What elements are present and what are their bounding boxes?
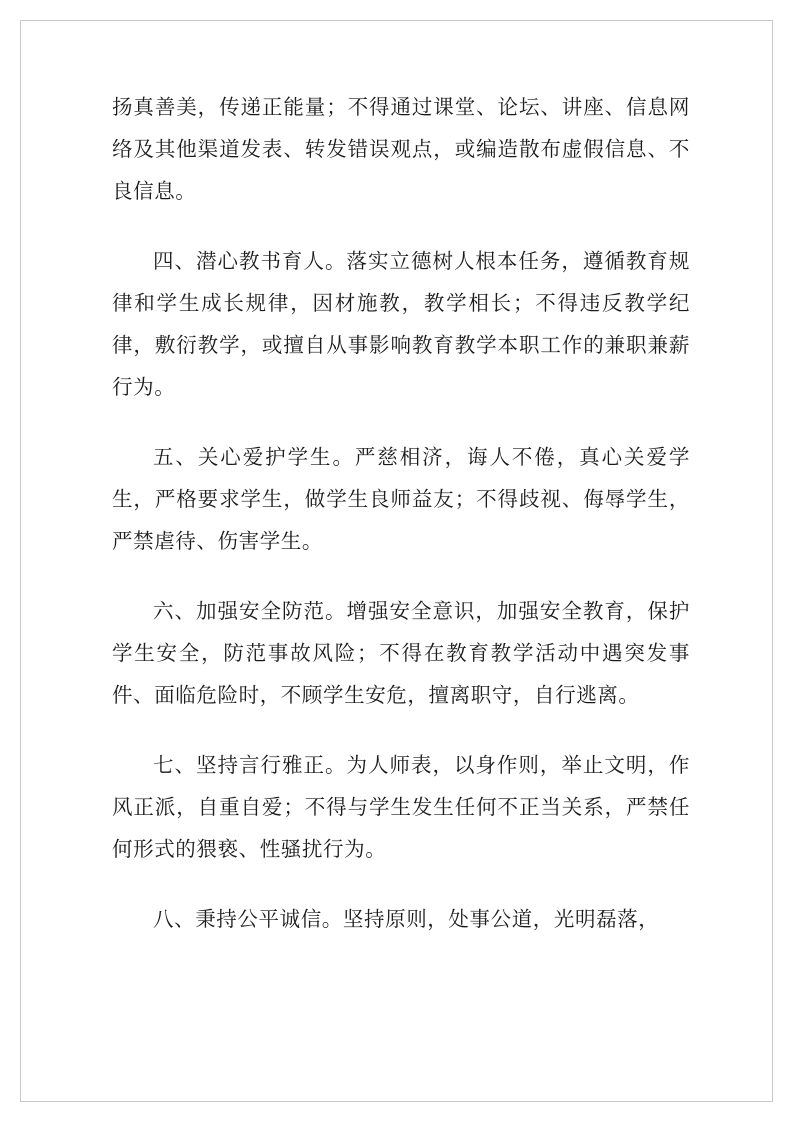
paragraph-item-6: 六、加强安全防范。增强安全意识，加强安全教育，保护学生安全，防范事故风险；不得在教育教学活动中遇突发事件、面临危险时，不顾学生安危，擅离职守，自行逃离。 [112,599,690,707]
paragraph-item-7: 七、坚持言行雅正。为人师表，以身作则，举止文明，作风正派，自重自爱；不得与学生发生任何不正当关系，严禁任何形式的猥亵、性骚扰行为。 [112,753,690,861]
paragraph-continued: 扬真善美，传递正能量；不得通过课堂、论坛、讲座、信息网络及其他渠道发表、转发错误观点，或编造散布虚假信息、不良信息。 [112,95,690,203]
paragraph-item-5: 五、关心爱护学生。严慈相济，诲人不倦，真心关爱学生，严格要求学生，做学生良师益友；不得歧视、侮辱学生，严禁虐待、伤害学生。 [112,445,690,553]
paragraph-item-4: 四、潜心教书育人。落实立德树人根本任务，遵循教育规律和学生成长规律，因材施教，教学相长；不得违反教学纪律，敷衍教学，或擅自从事影响教育教学本职工作的兼职兼薪行为。 [112,249,690,399]
paragraph-item-8: 八、秉持公平诚信。坚持原则，处事公道，光明磊落， [153,907,660,931]
document-body [112,86,690,940]
